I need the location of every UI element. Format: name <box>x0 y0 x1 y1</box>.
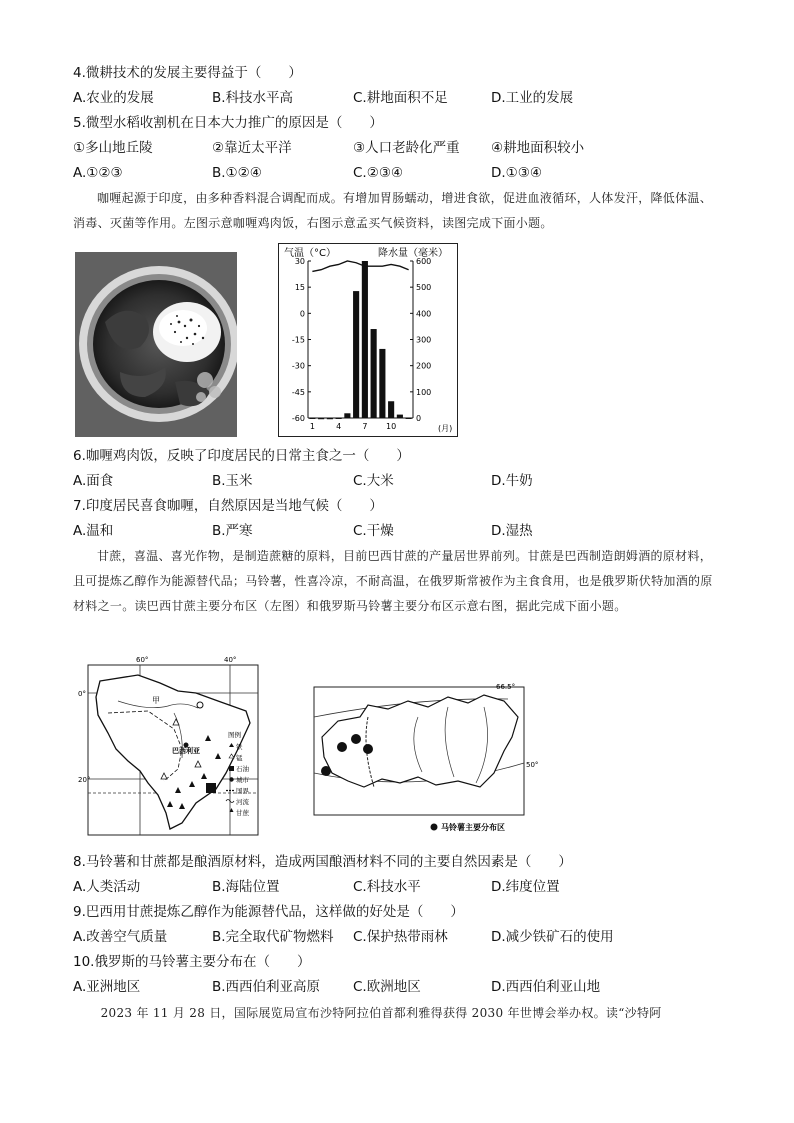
option-c[interactable]: C.耕地面积不足 <box>353 90 448 106</box>
right-tick-label: 400 <box>416 309 432 319</box>
option-c[interactable]: C.欧洲地区 <box>353 979 421 995</box>
x-tick-label: 7 <box>362 422 368 431</box>
question-9-stem: 9.巴西用甘蔗提炼乙醇作为能源替代品，这样做的好处是（ ） <box>73 904 464 920</box>
precip-bar <box>336 417 342 419</box>
legend-city: 城市 <box>236 776 249 784</box>
right-tick-label: 200 <box>416 361 432 371</box>
lat-50-label: 50° <box>526 761 539 769</box>
x-tick-label: 1 <box>309 422 315 431</box>
legend-border: 国界 <box>236 787 249 795</box>
x-tick-label: 10 <box>386 422 397 431</box>
statement-1: ①多山地丘陵 <box>73 140 153 156</box>
right-tick-label: 500 <box>416 283 432 293</box>
precip-bar <box>388 401 394 418</box>
right-tick-label: 300 <box>416 335 432 345</box>
right-tick-label: 100 <box>416 387 432 397</box>
option-c[interactable]: C.科技水平 <box>353 879 421 895</box>
option-a[interactable]: A.人类活动 <box>73 879 141 895</box>
option-d[interactable]: D.纬度位置 <box>491 879 560 895</box>
passage-curry: 咖喱起源于印度，由多种香料混合调配而成。有增加胃肠蠕动，增进食欲，促进血液循环，人体发汗，降低体温、消毒、灭菌等作用。左图示意咖喱鸡肉饭，右图示意孟买气候资料，读图完成下面小题。 <box>73 191 713 230</box>
option-c[interactable]: C.②③④ <box>353 165 404 181</box>
precip-bar <box>344 413 350 418</box>
lon-60-label: 60° <box>136 656 149 664</box>
right-tick-label: 600 <box>416 257 432 266</box>
option-b[interactable]: B.科技水平高 <box>212 90 294 106</box>
legend-river: 河流 <box>236 798 249 806</box>
option-b[interactable]: B.海陆位置 <box>212 879 280 895</box>
option-c[interactable]: C.保护热带雨林 <box>353 929 448 945</box>
option-a[interactable]: A.①②③ <box>73 165 123 181</box>
chart-left-axis-label: 气温（°C） <box>284 248 336 259</box>
x-tick-label: 4 <box>336 422 342 431</box>
left-tick-label: -45 <box>291 387 305 397</box>
precip-bar <box>371 329 377 418</box>
legend-title: 图例 <box>228 731 241 739</box>
option-b[interactable]: B.完全取代矿物燃料 <box>212 929 334 945</box>
left-tick-label: 15 <box>294 283 305 293</box>
lat-66-label: 66.5° <box>496 683 516 691</box>
lat-0-label: 0° <box>78 690 86 698</box>
option-d[interactable]: D.牛奶 <box>491 473 533 489</box>
precip-bar <box>327 418 333 420</box>
legend-oil: 石油 <box>236 765 249 773</box>
brazil-sugarcane-map <box>78 653 268 841</box>
curry-chicken-rice-photo <box>75 252 237 437</box>
option-b[interactable]: B.①②④ <box>212 165 262 181</box>
option-a[interactable]: A.面食 <box>73 473 114 489</box>
precip-bar <box>309 417 315 419</box>
question-5-stem: 5.微型水稻收割机在日本大力推广的原因是（ ） <box>73 115 383 131</box>
passage-expo-2030: 2023 年 11 月 28 日，国际展览局宣布沙特阿拉伯首都利雅得获得 2030 年世博会举办权。读“沙特阿 <box>100 1006 662 1020</box>
potato-legend: 马铃薯主要分布区 <box>441 823 505 832</box>
option-d[interactable]: D.西西伯利亚山地 <box>491 979 601 995</box>
statement-4: ④耕地面积较小 <box>491 140 585 156</box>
passage-sugarcane-potato: 甘蔗，喜温、喜光作物，是制造蔗糖的原料，目前巴西甘蔗的产量居世界前列。甘蔗是巴西制造朗姆酒的原材料，且可提炼乙醇作为能源替代品；马铃薯，性喜冷凉，不耐高温，在俄罗斯常被作为主食食用，也是俄罗斯伏特加酒的原材料之一。读巴西甘蔗主要分布区（左图）和俄罗斯马铃薯主要分布区示意右图，据此完成下面小题。 <box>73 549 713 613</box>
precip-bar <box>397 415 403 418</box>
question-7-stem: 7.印度居民喜食咖喱，自然原因是当地气候（ ） <box>73 498 383 514</box>
legend-sugarcane: 甘蔗 <box>236 809 249 817</box>
question-10-stem: 10.俄罗斯的马铃薯主要分布在（ ） <box>73 954 311 970</box>
option-a[interactable]: A.农业的发展 <box>73 90 154 106</box>
lat-20-label: 20° <box>78 776 91 784</box>
lon-40-label: 40° <box>224 656 237 664</box>
left-tick-label: -15 <box>291 335 305 345</box>
legend-manganese: 锰 <box>236 754 243 762</box>
russia-potato-map <box>308 677 540 837</box>
precip-bar <box>379 349 385 418</box>
question-6-stem: 6.咖喱鸡肉饭，反映了印度居民的日常主食之一（ ） <box>73 448 410 464</box>
question-8-stem: 8.马铃薯和甘蔗都是酿酒原材料，造成两国酿酒材料不同的主要自然因素是（ ） <box>73 854 572 870</box>
statement-2: ②靠近太平洋 <box>212 140 292 156</box>
option-c[interactable]: C.大米 <box>353 473 394 489</box>
option-a[interactable]: A.亚洲地区 <box>73 979 141 995</box>
option-d[interactable]: D.减少铁矿石的使用 <box>491 929 614 945</box>
left-tick-label: -30 <box>291 361 305 371</box>
precip-bar <box>406 417 412 419</box>
left-tick-label: 0 <box>299 309 305 319</box>
precip-bar <box>353 291 359 418</box>
place-jia-label: 甲 <box>152 696 160 705</box>
option-a[interactable]: A.温和 <box>73 523 114 539</box>
option-d[interactable]: D.①③④ <box>491 165 542 181</box>
left-tick-label: 30 <box>294 257 305 266</box>
right-tick-label: 0 <box>416 414 422 423</box>
chart-x-axis-label: (月) <box>438 424 453 433</box>
chart-right-axis-label: 降水量（毫米） <box>378 248 448 259</box>
option-b[interactable]: B.西西伯利亚高原 <box>212 979 321 995</box>
option-b[interactable]: B.严寒 <box>212 523 253 539</box>
option-d[interactable]: D.湿热 <box>491 523 533 539</box>
legend-iron: 铁 <box>236 743 243 751</box>
option-a[interactable]: A.改善空气质量 <box>73 929 168 945</box>
precip-bar <box>362 261 368 418</box>
question-4-stem: 4.微耕技术的发展主要得益于（ ） <box>73 65 302 81</box>
precip-bar <box>318 418 324 420</box>
statement-3: ③人口老龄化严重 <box>353 140 460 156</box>
brasilia-label: 巴西利亚 <box>172 747 200 755</box>
option-b[interactable]: B.玉米 <box>212 473 253 489</box>
option-c[interactable]: C.干燥 <box>353 523 394 539</box>
mumbai-climate-chart <box>278 243 458 437</box>
left-tick-label: -60 <box>291 414 305 423</box>
option-d[interactable]: D.工业的发展 <box>491 90 574 106</box>
